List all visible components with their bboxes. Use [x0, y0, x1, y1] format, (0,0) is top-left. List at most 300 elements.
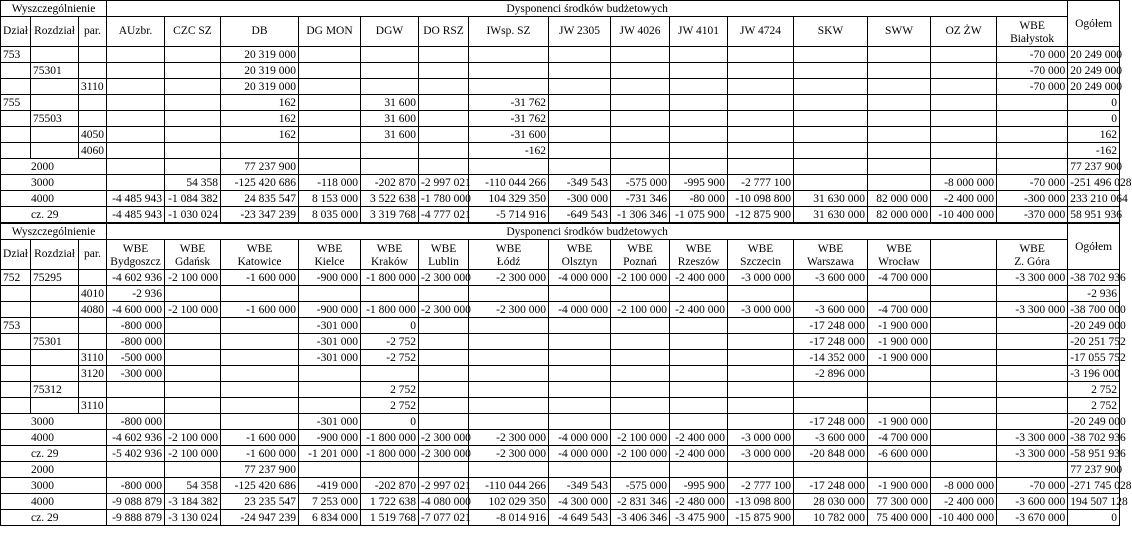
value-cell: -4 700 000: [868, 270, 931, 286]
total-header: Ogółem: [1068, 1, 1120, 47]
value-cell: -17 248 000: [794, 318, 868, 334]
summary-label-cell: 4000: [1, 494, 107, 510]
dysponenci-header: Dysponenci środków budżetowych: [107, 224, 1068, 240]
value-cell: [107, 175, 165, 191]
value-cell: -1 600 000: [221, 430, 299, 446]
value-cell: -5 714 916: [469, 207, 549, 223]
value-cell: [728, 127, 794, 143]
value-cell: -110 044 266: [469, 478, 549, 494]
value-cell: [549, 382, 611, 398]
table-row: [1, 143, 1120, 159]
summary-row: [1, 462, 1120, 478]
dysponent-header: JW 4101: [670, 17, 728, 47]
value-cell: [469, 414, 549, 430]
value-cell: [997, 127, 1068, 143]
dzial-cell: [1, 334, 31, 350]
value-cell: 82 000 000: [868, 207, 931, 223]
value-cell: -15 875 900: [728, 510, 794, 526]
value-cell: [165, 63, 221, 79]
value-cell: [165, 111, 221, 127]
value-cell: 31 600: [361, 111, 419, 127]
summary-row: [1, 478, 1120, 494]
value-cell: [419, 111, 469, 127]
value-cell: [361, 143, 419, 159]
value-cell: [728, 398, 794, 414]
value-cell: [107, 95, 165, 111]
value-cell: -575 000: [611, 175, 670, 191]
table-row: [1, 398, 1120, 414]
value-cell: [165, 398, 221, 414]
value-cell: [997, 111, 1068, 127]
dysponent-header: JW 4026: [611, 17, 670, 47]
value-cell: 54 358: [165, 478, 221, 494]
value-cell: [611, 286, 670, 302]
value-cell: [299, 79, 361, 95]
value-cell: [611, 159, 670, 175]
value-cell: [469, 63, 549, 79]
value-cell: -349 543: [549, 478, 611, 494]
value-cell: [931, 398, 997, 414]
value-cell: -2 896 000: [794, 366, 868, 382]
value-cell: -31 762: [469, 95, 549, 111]
total-cell: -162: [1068, 143, 1120, 159]
dysponenci-header: Dysponenci środków budżetowych: [107, 1, 1068, 17]
value-cell: [794, 143, 868, 159]
value-cell: [931, 430, 997, 446]
value-cell: [794, 462, 868, 478]
dysponent-header: [931, 240, 997, 270]
group-label-header: Wyszczególnienie: [1, 1, 107, 17]
total-cell: 20 249 000: [1068, 79, 1120, 95]
value-cell: 2 752: [361, 382, 419, 398]
value-cell: -1 306 346: [611, 207, 670, 223]
value-cell: [931, 302, 997, 318]
dzial-cell: [1, 382, 31, 398]
paragraf-cell: [79, 111, 107, 127]
total-cell: -2 936: [1068, 286, 1120, 302]
value-cell: [794, 79, 868, 95]
value-cell: -1 600 000: [221, 446, 299, 462]
value-cell: [868, 286, 931, 302]
value-cell: [165, 318, 221, 334]
value-cell: -995 900: [670, 478, 728, 494]
value-cell: [419, 127, 469, 143]
value-cell: -110 044 266: [469, 175, 549, 191]
value-cell: 10 782 000: [794, 510, 868, 526]
value-cell: -370 000: [997, 207, 1068, 223]
value-cell: -3 000 000: [728, 270, 794, 286]
value-cell: [107, 159, 165, 175]
value-cell: 82 000 000: [868, 191, 931, 207]
value-cell: -2 300 000: [419, 270, 469, 286]
summary-label-cell: 2000: [1, 462, 107, 478]
rozdzial-cell: [31, 79, 79, 95]
value-cell: -162: [469, 143, 549, 159]
value-cell: [931, 79, 997, 95]
summary-row: [1, 494, 1120, 510]
rozdzial-cell: 75503: [31, 111, 79, 127]
value-cell: -3 300 000: [997, 430, 1068, 446]
value-cell: [611, 143, 670, 159]
value-cell: [931, 446, 997, 462]
value-cell: -7 077 021: [419, 510, 469, 526]
value-cell: [997, 366, 1068, 382]
value-cell: [794, 111, 868, 127]
rozdzial-header: Rozdział: [31, 240, 79, 270]
rozdzial-cell: [31, 350, 79, 366]
table-row: [1, 382, 1120, 398]
value-cell: -301 000: [299, 414, 361, 430]
value-cell: -300 000: [997, 191, 1068, 207]
value-cell: 31 630 000: [794, 191, 868, 207]
dysponent-header: IWsp. SZ: [469, 17, 549, 47]
value-cell: [221, 350, 299, 366]
value-cell: [997, 414, 1068, 430]
dysponent-header: WBE Łódź: [469, 240, 549, 270]
value-cell: -1 900 000: [868, 318, 931, 334]
summary-row: [1, 191, 1120, 207]
summary-row: [1, 414, 1120, 430]
paragraf-cell: [79, 95, 107, 111]
table-row: [1, 366, 1120, 382]
value-cell: [931, 350, 997, 366]
value-cell: -70 000: [997, 79, 1068, 95]
value-cell: [670, 127, 728, 143]
value-cell: -70 000: [997, 478, 1068, 494]
value-cell: -2 300 000: [469, 270, 549, 286]
value-cell: [868, 159, 931, 175]
value-cell: -125 420 686: [221, 175, 299, 191]
table-row: [1, 111, 1120, 127]
value-cell: [670, 286, 728, 302]
table-row: [1, 286, 1120, 302]
total-header: Ogółem: [1068, 224, 1120, 270]
value-cell: [107, 143, 165, 159]
value-cell: 1 722 638: [361, 494, 419, 510]
value-cell: -8 014 916: [469, 510, 549, 526]
paragraf-cell: 4060: [79, 143, 107, 159]
dysponent-header: WBE Z. Góra: [997, 240, 1068, 270]
value-cell: [165, 95, 221, 111]
value-cell: [728, 95, 794, 111]
value-cell: -2 997 021: [419, 175, 469, 191]
rozdzial-cell: [31, 398, 79, 414]
paragraf-cell: 3110: [79, 350, 107, 366]
value-cell: -575 000: [611, 478, 670, 494]
value-cell: [361, 63, 419, 79]
rozdzial-header: Rozdział: [31, 17, 79, 47]
value-cell: -8 000 000: [931, 175, 997, 191]
value-cell: [794, 95, 868, 111]
dysponent-header: CZC SZ: [165, 17, 221, 47]
value-cell: -13 098 800: [728, 494, 794, 510]
value-cell: -649 543: [549, 207, 611, 223]
dzial-cell: 755: [1, 95, 31, 111]
dysponent-header: JW 2305: [549, 17, 611, 47]
value-cell: [868, 95, 931, 111]
value-cell: -1 084 382: [165, 191, 221, 207]
value-cell: [165, 334, 221, 350]
value-cell: [221, 143, 299, 159]
dysponent-header: DO RSZ: [419, 17, 469, 47]
total-cell: 58 951 936: [1068, 207, 1120, 223]
value-cell: [997, 350, 1068, 366]
value-cell: [165, 462, 221, 478]
value-cell: [728, 334, 794, 350]
value-cell: [549, 462, 611, 478]
dzial-cell: [1, 366, 31, 382]
value-cell: [549, 127, 611, 143]
value-cell: [549, 47, 611, 63]
value-cell: [728, 143, 794, 159]
dysponent-header: WBE Katowice: [221, 240, 299, 270]
value-cell: [868, 143, 931, 159]
rozdzial-cell: 75301: [31, 63, 79, 79]
value-cell: -2 400 000: [931, 494, 997, 510]
value-cell: [419, 63, 469, 79]
value-cell: -3 670 000: [997, 510, 1068, 526]
total-cell: 2 752: [1068, 398, 1120, 414]
header-row-columns: [1, 17, 1120, 47]
value-cell: 54 358: [165, 175, 221, 191]
value-cell: [868, 127, 931, 143]
value-cell: [728, 462, 794, 478]
value-cell: -70 000: [997, 63, 1068, 79]
total-cell: 162: [1068, 127, 1120, 143]
value-cell: [728, 350, 794, 366]
value-cell: [469, 286, 549, 302]
dysponent-header: DG MON: [299, 17, 361, 47]
value-cell: [728, 286, 794, 302]
table-row: [1, 127, 1120, 143]
paragraf-cell: [79, 334, 107, 350]
paragraf-cell: 3110: [79, 398, 107, 414]
value-cell: -2 100 000: [611, 302, 670, 318]
value-cell: [469, 382, 549, 398]
value-cell: -3 600 000: [794, 302, 868, 318]
rozdzial-cell: [31, 47, 79, 63]
value-cell: 77 237 900: [221, 159, 299, 175]
value-cell: [728, 382, 794, 398]
value-cell: [868, 111, 931, 127]
value-cell: [794, 63, 868, 79]
value-cell: [794, 47, 868, 63]
value-cell: -1 201 000: [299, 446, 361, 462]
value-cell: -3 600 000: [997, 494, 1068, 510]
value-cell: -419 000: [299, 478, 361, 494]
value-cell: -349 543: [549, 175, 611, 191]
value-cell: [469, 318, 549, 334]
total-cell: 20 249 000: [1068, 63, 1120, 79]
rozdzial-cell: [31, 127, 79, 143]
value-cell: 31 600: [361, 127, 419, 143]
value-cell: [931, 414, 997, 430]
value-cell: -800 000: [107, 478, 165, 494]
rozdzial-cell: [31, 302, 79, 318]
value-cell: [931, 159, 997, 175]
value-cell: [419, 334, 469, 350]
summary-row: [1, 159, 1120, 175]
value-cell: -202 870: [361, 478, 419, 494]
value-cell: [419, 382, 469, 398]
dysponent-header: SKW: [794, 17, 868, 47]
dzial-cell: 753: [1, 47, 31, 63]
total-cell: -58 951 936: [1068, 446, 1120, 462]
table-row: [1, 270, 1120, 286]
value-cell: -300 000: [107, 366, 165, 382]
table-row: [1, 302, 1120, 318]
value-cell: [107, 79, 165, 95]
dzial-cell: [1, 127, 31, 143]
value-cell: [549, 79, 611, 95]
value-cell: [165, 366, 221, 382]
value-cell: [611, 95, 670, 111]
value-cell: 104 329 350: [469, 191, 549, 207]
value-cell: -20 848 000: [794, 446, 868, 462]
value-cell: [931, 47, 997, 63]
value-cell: [670, 350, 728, 366]
value-cell: -300 000: [549, 191, 611, 207]
value-cell: [299, 398, 361, 414]
total-cell: -38 700 000: [1068, 302, 1120, 318]
value-cell: [549, 334, 611, 350]
value-cell: [299, 159, 361, 175]
dzial-cell: [1, 111, 31, 127]
value-cell: [611, 63, 670, 79]
value-cell: -2 997 021: [419, 478, 469, 494]
value-cell: [549, 63, 611, 79]
rozdzial-cell: [31, 318, 79, 334]
value-cell: -4 602 936: [107, 270, 165, 286]
value-cell: [868, 63, 931, 79]
value-cell: [868, 366, 931, 382]
value-cell: [728, 366, 794, 382]
value-cell: -2 100 000: [165, 302, 221, 318]
value-cell: [868, 79, 931, 95]
value-cell: [670, 318, 728, 334]
value-cell: -10 400 000: [931, 510, 997, 526]
value-cell: -3 184 382: [165, 494, 221, 510]
value-cell: 3 319 768: [361, 207, 419, 223]
header-row-columns: [1, 240, 1120, 270]
value-cell: -2 400 000: [931, 191, 997, 207]
value-cell: 75 400 000: [868, 510, 931, 526]
value-cell: -4 000 000: [549, 270, 611, 286]
value-cell: [670, 159, 728, 175]
value-cell: [931, 127, 997, 143]
paragraf-cell: 4010: [79, 286, 107, 302]
value-cell: -1 800 000: [361, 270, 419, 286]
table-row: [1, 63, 1120, 79]
summary-label-cell: cz. 29: [1, 446, 107, 462]
value-cell: -2 100 000: [611, 430, 670, 446]
total-cell: -38 702 936: [1068, 270, 1120, 286]
value-cell: [299, 382, 361, 398]
budget-table-2: [0, 223, 1132, 526]
value-cell: [299, 143, 361, 159]
total-cell: -20 249 000: [1068, 414, 1120, 430]
value-cell: -3 406 346: [611, 510, 670, 526]
paragraf-cell: [79, 270, 107, 286]
value-cell: [107, 127, 165, 143]
paragraf-cell: [79, 47, 107, 63]
value-cell: [361, 462, 419, 478]
dysponent-header: WBE Warszawa: [794, 240, 868, 270]
summary-row: [1, 175, 1120, 191]
summary-label-cell: 4000: [1, 430, 107, 446]
summary-label-cell: 3000: [1, 175, 107, 191]
value-cell: -900 000: [299, 302, 361, 318]
value-cell: 8 153 000: [299, 191, 361, 207]
value-cell: [299, 63, 361, 79]
value-cell: [794, 382, 868, 398]
value-cell: -1 600 000: [221, 270, 299, 286]
value-cell: [419, 159, 469, 175]
dysponent-header: WBE Białystok: [997, 17, 1068, 47]
value-cell: -6 600 000: [868, 446, 931, 462]
total-cell: -251 496 028: [1068, 175, 1120, 191]
value-cell: [549, 350, 611, 366]
value-cell: [794, 398, 868, 414]
value-cell: [361, 47, 419, 63]
value-cell: [997, 398, 1068, 414]
value-cell: [419, 47, 469, 63]
value-cell: [469, 79, 549, 95]
value-cell: -2 777 100: [728, 175, 794, 191]
value-cell: [997, 334, 1068, 350]
value-cell: 162: [221, 127, 299, 143]
value-cell: -14 352 000: [794, 350, 868, 366]
value-cell: 77 300 000: [868, 494, 931, 510]
value-cell: [611, 127, 670, 143]
value-cell: -3 475 900: [670, 510, 728, 526]
value-cell: -202 870: [361, 175, 419, 191]
value-cell: -1 030 024: [165, 207, 221, 223]
total-cell: 20 249 000: [1068, 47, 1120, 63]
value-cell: -10 098 800: [728, 191, 794, 207]
summary-label-cell: cz. 29: [1, 510, 107, 526]
value-cell: [728, 79, 794, 95]
dysponent-header: WBE Rzeszów: [670, 240, 728, 270]
value-cell: [469, 47, 549, 63]
value-cell: -301 000: [299, 334, 361, 350]
value-cell: [419, 95, 469, 111]
value-cell: [165, 127, 221, 143]
value-cell: -80 000: [670, 191, 728, 207]
value-cell: [868, 47, 931, 63]
value-cell: [221, 382, 299, 398]
value-cell: -4 649 543: [549, 510, 611, 526]
value-cell: [997, 462, 1068, 478]
summary-label-cell: 4000: [1, 191, 107, 207]
value-cell: [611, 318, 670, 334]
value-cell: [549, 143, 611, 159]
table-row: [1, 318, 1120, 334]
value-cell: [931, 334, 997, 350]
value-cell: [931, 270, 997, 286]
value-cell: [794, 127, 868, 143]
value-cell: [549, 318, 611, 334]
summary-label-cell: 2000: [1, 159, 107, 175]
value-cell: [549, 159, 611, 175]
value-cell: [361, 79, 419, 95]
value-cell: -2 100 000: [611, 270, 670, 286]
value-cell: [931, 143, 997, 159]
value-cell: -2 300 000: [469, 446, 549, 462]
value-cell: -1 900 000: [868, 334, 931, 350]
table-row: [1, 79, 1120, 95]
value-cell: -1 800 000: [361, 430, 419, 446]
